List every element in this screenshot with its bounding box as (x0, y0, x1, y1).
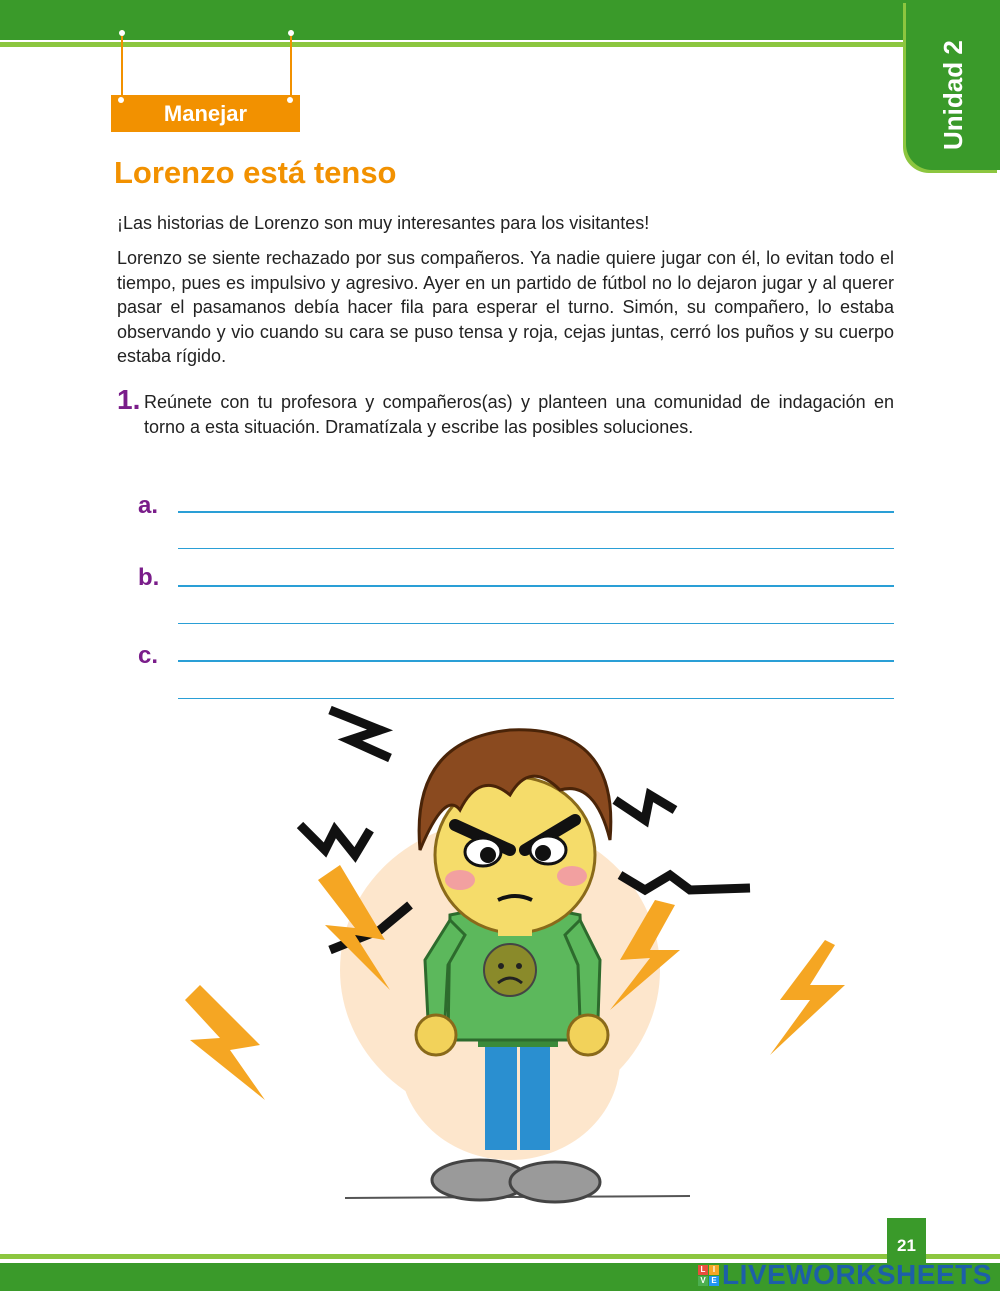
zigzag-icon (330, 710, 390, 758)
tab-hanger-right (290, 30, 292, 100)
question-text: Reúnete con tu profesora y compañeros(as) y planteen una comunidad de indagación en torno a esta situación. Dramatízala y escribe las posibles soluciones. (144, 392, 894, 437)
leg (485, 1040, 517, 1150)
hanger-dot (119, 30, 125, 36)
liveworksheets-watermark (698, 1259, 992, 1291)
tab-hanger-left (121, 30, 123, 100)
shoe (510, 1162, 600, 1202)
fist (568, 1015, 608, 1055)
leg (520, 1040, 550, 1150)
hanger-dot (287, 97, 293, 103)
logo-letter: I (709, 1265, 719, 1275)
pupil (535, 845, 551, 861)
page-number: 21 (887, 1218, 926, 1264)
page-title: Lorenzo está tenso (114, 155, 397, 190)
logo-letter: V (698, 1276, 708, 1286)
answer-label-b: b. (138, 564, 160, 591)
angry-boy-illustration (180, 700, 860, 1210)
intro-paragraph: ¡Las historias de Lorenzo son muy interesantes para los visitantes! (117, 213, 650, 233)
top-divider (0, 42, 905, 47)
unit-label: Unidad 2 (938, 40, 968, 150)
emblem-eye (498, 963, 504, 969)
lightning-icon (185, 985, 265, 1100)
emblem-icon (484, 944, 536, 996)
pupil (480, 847, 496, 863)
answer-label-a: a. (138, 492, 159, 519)
answer-line-a[interactable] (178, 511, 894, 513)
emblem-eye (516, 963, 522, 969)
zigzag-icon (615, 795, 675, 820)
fist (416, 1015, 456, 1055)
cheek (445, 870, 475, 890)
liveworksheets-logo-icon (698, 1265, 719, 1286)
answer-line-b[interactable] (178, 585, 894, 587)
answer-line-a-2[interactable] (178, 548, 894, 549)
answer-line-c[interactable] (178, 660, 894, 662)
top-header-bar (0, 0, 1000, 40)
logo-letter: E (709, 1276, 719, 1286)
section-tab: Manejar (111, 95, 300, 132)
story-paragraph: Lorenzo se siente rechazado por sus compañeros. Ya nadie quiere jugar con él, lo evitan todo el tiempo, pues es impulsivo y agresivo. Ayer en un partido de fútbol no lo dejaron jugar y al querer pasar el pasamanos debía hacer fila para esperar el turno. Simón, su compañero, lo estaba observando y vio cuando su cara se puso tensa y roja, cejas juntas, cerró los puños y su cuerpo estaba rígido. (117, 248, 894, 366)
logo-letter: L (698, 1265, 708, 1275)
hanger-dot (118, 97, 124, 103)
neck (498, 926, 532, 936)
answer-line-c-2[interactable] (178, 698, 894, 699)
ground-line (345, 1196, 690, 1198)
watermark-text: LIVEWORKSHEETS (722, 1259, 992, 1290)
question-number: 1. (117, 384, 141, 415)
lightning-icon (770, 940, 845, 1055)
answer-label-c: c. (138, 642, 159, 669)
answer-line-b-2[interactable] (178, 623, 894, 624)
hanger-dot (288, 30, 294, 36)
cheek (557, 866, 587, 886)
zigzag-icon (300, 825, 370, 855)
zigzag-icon (620, 875, 750, 890)
